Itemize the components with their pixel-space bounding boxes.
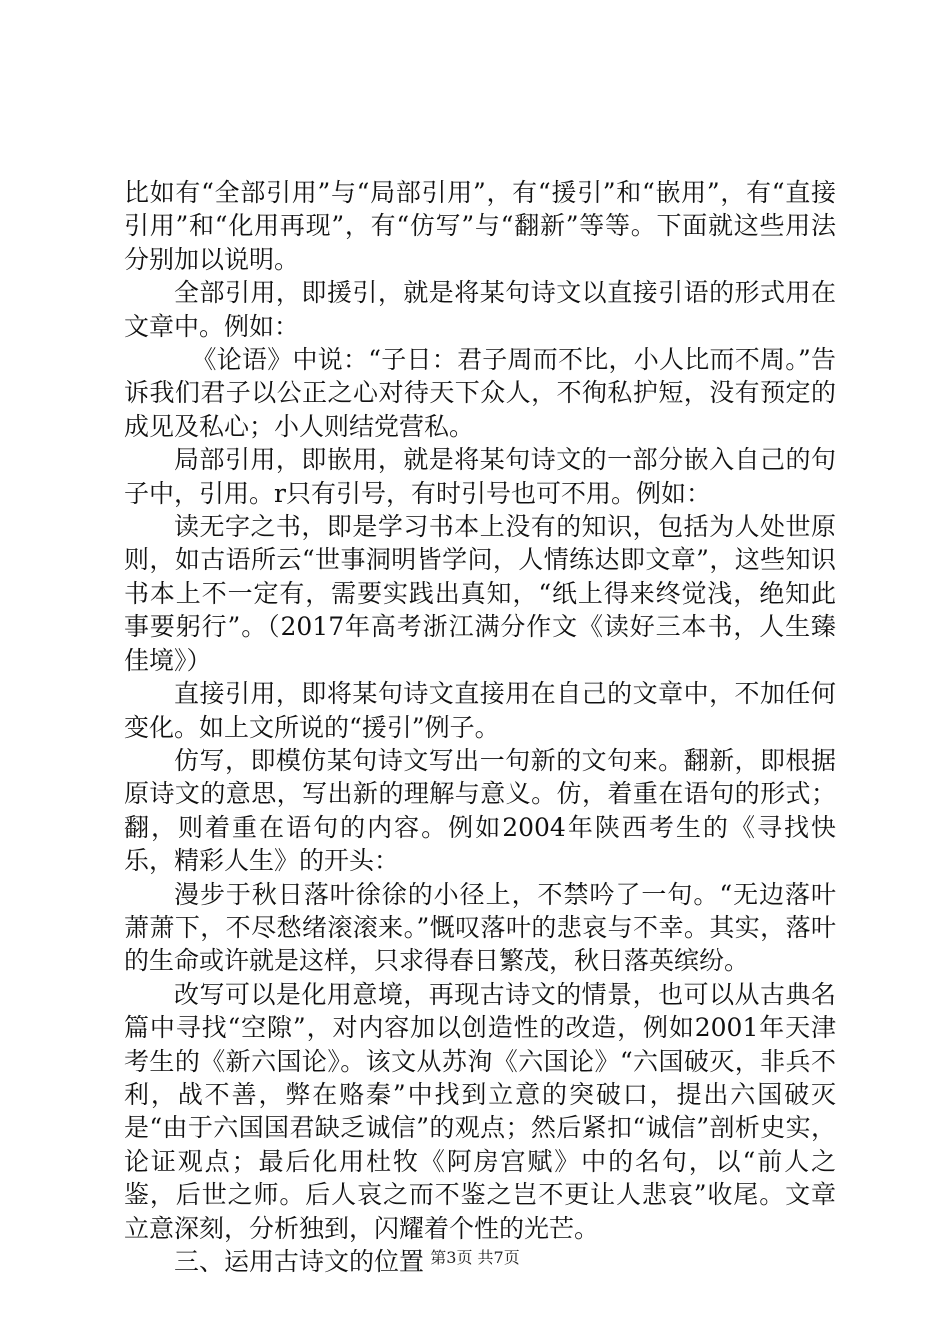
paragraph-direct-quotation: 直接引用，即将某句诗文直接用在自己的文章中，不加任何变化。如上文所说的“援引”例子。 — [124, 679, 836, 742]
paragraph-partial-quotation: 局部引用，即嵌用，就是将某句诗文的一部分嵌入自己的句子中，引用。r只有引号，有时引号也可不用。例如： — [124, 445, 836, 508]
paragraph-rewriting: 改写可以是化用意境，再现古诗文的情景，也可以从古典名篇中寻找“空隙”，对内容加以创造性的改造，例如2001年天津考生的《新六国论》。该文从苏洵《六国论》“六国破灭，非兵不利，战不善，弊在赂秦”中找到立意的突破口，提出六国破灭是“由于六国国君缺乏诚信”的观点；然后紧扣“诚信”剖析史实，论证观点；最后化用杜牧《阿房宫赋》中的名句，以“前人之鉴，后世之师。后人哀之而不鉴之岂不更让人悲哀”收尾。文章立意深刻，分析独到，闪耀着个性的光芒。 — [124, 979, 836, 1243]
document-body — [124, 176, 836, 1278]
paragraph-full-quotation: 全部引用，即援引，就是将某句诗文以直接引语的形式用在文章中。例如： — [124, 278, 836, 341]
paragraph-analects-example: 《论语》中说：“子日：君子周而不比，小人比而不周。”告诉我们君子以公正之心对待天下众人，不徇私护短，没有预定的成见及私心；小人则结党营私。 — [124, 345, 836, 441]
paragraph-usage-types: 比如有“全部引用”与“局部引用”，有“援引”和“嵌用”，有“直接引用”和“化用再现”，有“仿写”与“翻新”等等。下面就这些用法分别加以说明。 — [124, 178, 836, 274]
paragraph-reading-example: 读无字之书，即是学习书本上没有的知识，包括为人处世原则，如古语所云“世事洞明皆学问，人情练达即文章”，这些知识书本上不一定有，需要实践出真知，“纸上得来终觉浅，绝知此事要躬行”。（2017年高考浙江满分作文《读好三本书，人生臻佳境》） — [124, 512, 836, 675]
section-heading: 三、运用古诗文的位置 — [174, 1247, 425, 1276]
page-number-footer: 第3页 共7页 — [430, 1248, 520, 1267]
paragraph-autumn-example: 漫步于秋日落叶徐徐的小径上，不禁吟了一句。“无边落叶萧萧下，不尽愁绪滚滚来。”慨叹落叶的悲哀与不幸。其实，落叶的生命或许就是这样，只求得春日繁茂，秋日落英缤纷。 — [124, 879, 836, 976]
paragraph-imitation: 仿写，即模仿某句诗文写出一句新的文句来。翻新，即根据原诗文的意思，写出新的理解与意义。仿，着重在语句的形式；翻，则着重在语句的内容。例如2004年陕西考生的《寻找快乐，精彩人生》的开头： — [124, 745, 836, 876]
